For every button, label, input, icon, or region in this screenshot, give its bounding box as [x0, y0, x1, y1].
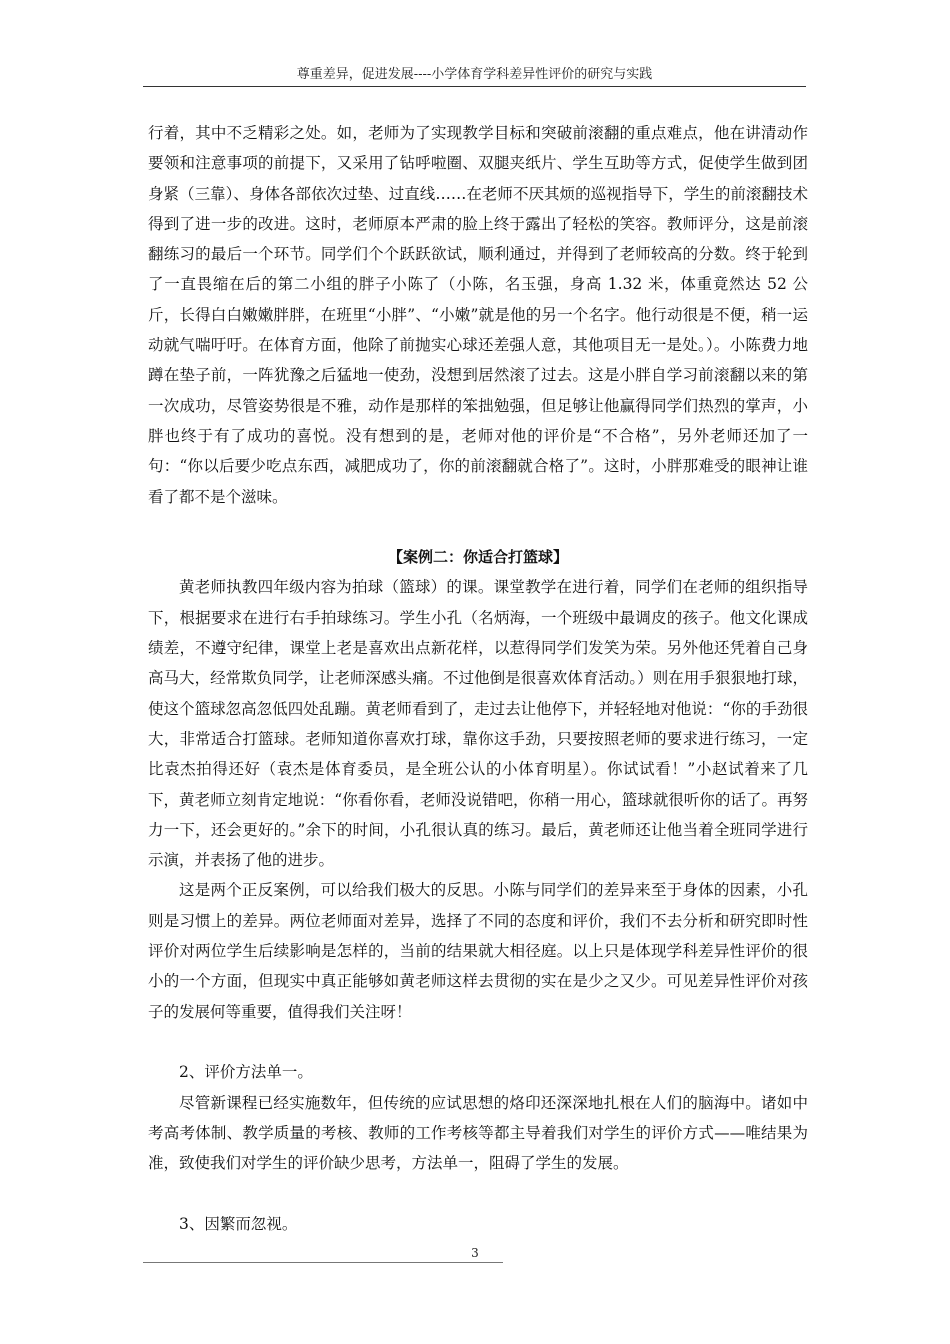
section-heading-3: 3、因繁而忽视。: [179, 1214, 298, 1233]
paragraph-case1-continuation: 行着，其中不乏精彩之处。如，老师为了实现教学目标和突破前滚翻的重点难点，他在讲清动作要领和注意事项的前提下，又采用了钻呼啦圈、双腿夹纸片、学生互助等方式，促使学生做到团身紧（三靠）、身体各部依次过垫、过直线……在老师不厌其烦的巡视指导下，学生的前滚翻技术得到了进一步的改进。这时，老师原本严肃的脸上终于露出了轻松的笑容。教师评分，这是前滚翻练习的最后一个环节。同学们个个跃跃欲试，顺利通过，并得到了老师较高的分数。终于轮到了一直畏缩在后的第二小组的胖子小陈了（小陈，名玉强，身高 1.32 米，体重竟然达 52 公斤，长得白白嫩嫩胖胖，在班里“小胖”、“小嫩”就是他的另一个名字。他行动很是不便，稍一运动就气喘吁吁。在体育方面，他除了前抛实心球还差强人意，其他项目无一是处。）。小陈费力地蹲在垫子前，一阵犹豫之后猛地一使劲，没想到居然滚了过去。这是小胖自学习前滚翻以来的第一次成功，尽管姿势很是不雅，动作是那样的笨拙勉强，但足够让他赢得同学们热烈的掌声，小胖也终于有了成功的喜悦。没有想到的是，老师对他的评价是“不合格”，另外老师还加了一句：“你以后要少吃点东西，减肥成功了，你的前滚翻就合格了”。这时，小胖那难受的眼神让谁看了都不是个滋味。: [148, 124, 808, 506]
paragraph-evaluation-method: 尽管新课程已经实施数年，但传统的应试思想的烙印还深深地扎根在人们的脑海中。诸如中考高考体制、教学质量的考核、教师的工作考核等都主导着我们对学生的评价方式——唯结果为准，致使我们对学生的评价缺少思考，方法单一，阻碍了学生的发展。: [148, 1093, 808, 1173]
header-rule: [143, 86, 806, 87]
paragraph-gap: [148, 1178, 808, 1208]
document-body: [148, 118, 808, 1239]
footer-rule: [143, 1262, 503, 1263]
page-number: 3: [471, 1246, 479, 1260]
paragraph-gap: [148, 512, 808, 542]
paragraph-reflection: 这是两个正反案例，可以给我们极大的反思。小陈与同学们的差异来至于身体的因素，小孔则是习惯上的差异。两位老师面对差异，选择了不同的态度和评价，我们不去分析和研究即时性评价对两位学生后续影响是怎样的，当前的结果就大相径庭。以上只是体现学科差异性评价的很小的一个方面，但现实中真正能够如黄老师这样去贯彻的实在是少之又少。可见差异性评价对孩子的发展何等重要，值得我们关注呀！: [148, 881, 808, 1021]
section-heading-2: 2、评价方法单一。: [179, 1063, 313, 1082]
paragraph-gap: [148, 1027, 808, 1057]
running-header: 尊重差异，促进发展----小学体育学科差异性评价的研究与实践: [296, 67, 653, 82]
paragraph-case2-body: 黄老师执教四年级内容为拍球（篮球）的课。课堂教学在进行着，同学们在老师的组织指导下，根据要求在进行右手拍球练习。学生小孔（名炳海，一个班级中最调皮的孩子。他文化课成绩差，不遵守纪律，课堂上老是喜欢出点新花样，以惹得同学们发笑为荣。另外他还凭着自己身高马大，经常欺负同学，让老师深感头痛。不过他倒是很喜欢体育活动。）则在用手狠狠地打球，使这个篮球忽高忽低四处乱蹦。黄老师看到了，走过去让他停下，并轻轻地对他说：“你的手劲很大，非常适合打篮球。老师知道你喜欢打球，靠你这手劲，只要按照老师的要求进行练习，一定比袁杰拍得还好（袁杰是体育委员，是全班公认的小体育明星）。你试试看！”小赵试着来了几下，黄老师立刻肯定地说：“你看你看，老师没说错吧，你稍一用心，篮球就很听你的话了。再努力一下，还会更好的。”余下的时间，小孔很认真的练习。最后，黄老师还让他当着全班同学进行示演，并表扬了他的进步。: [148, 578, 808, 870]
case-two-title: 【案例二：你适合打篮球】: [387, 548, 568, 567]
